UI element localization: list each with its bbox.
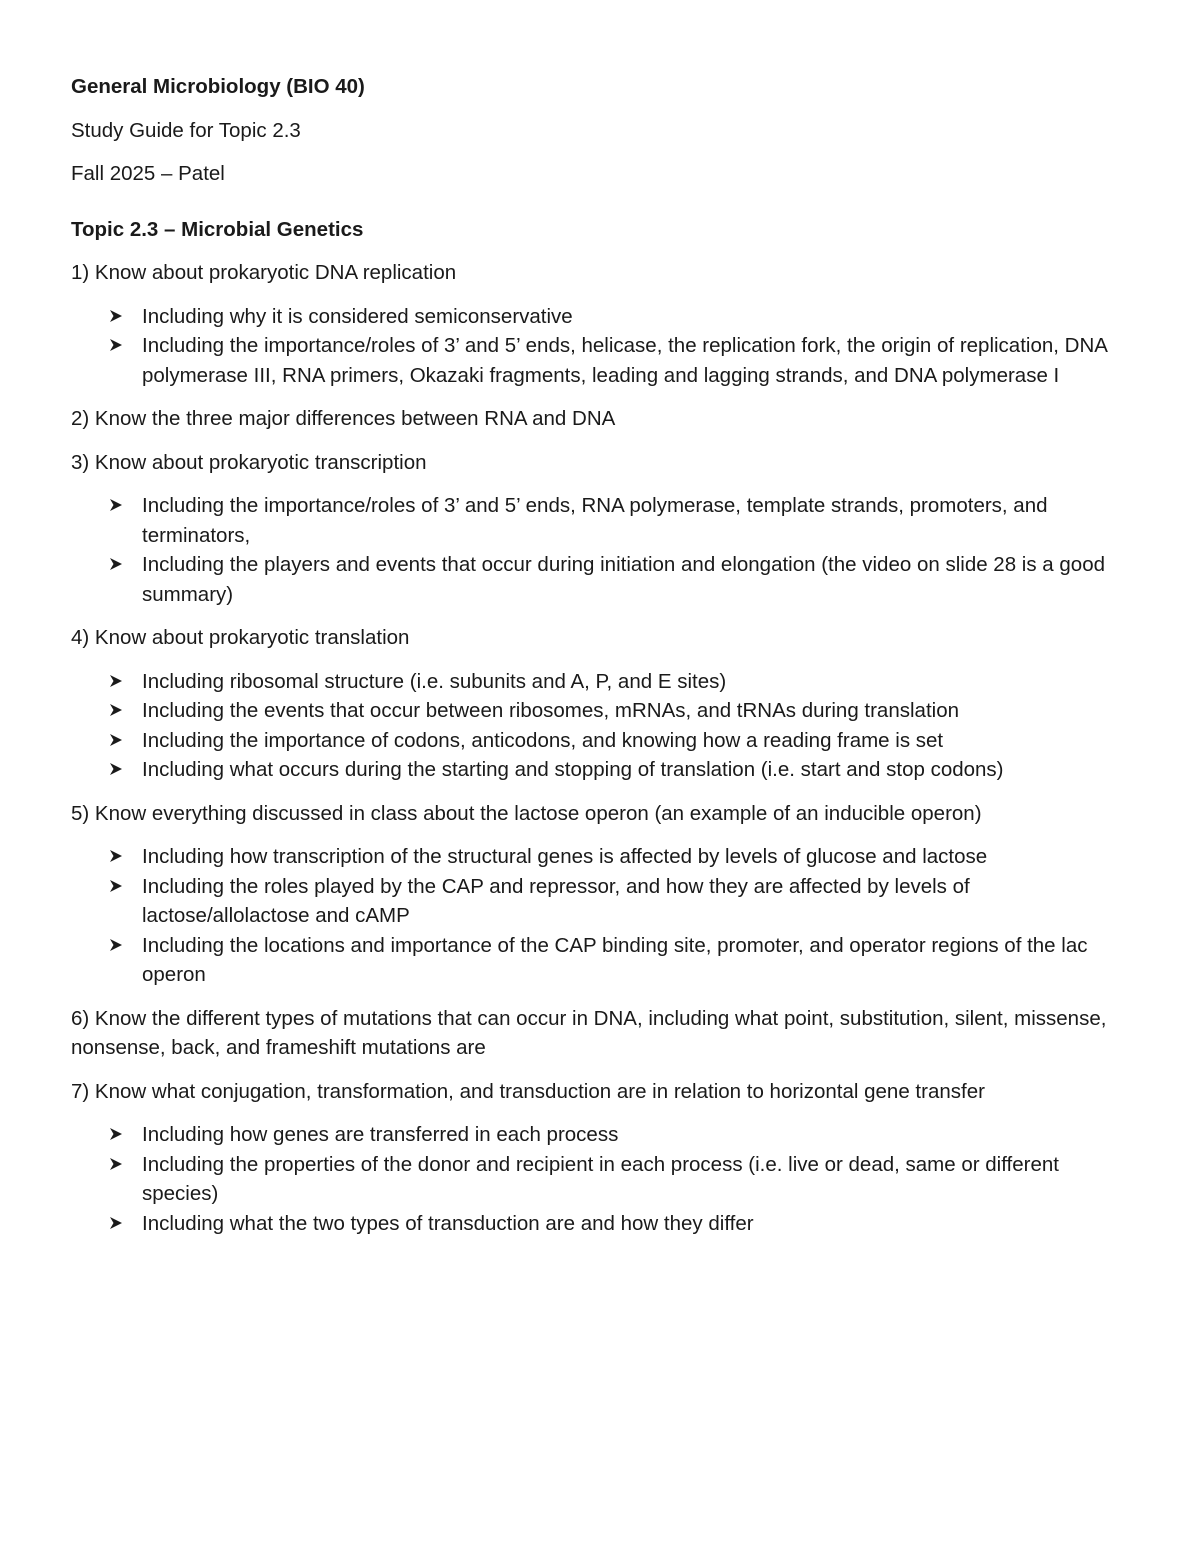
arrowhead-bullet-icon — [109, 550, 129, 580]
bullet-text: Including the importance/roles of 3’ and 5’ ends, helicase, the replication fork, the origin of replication, DNA polymerase III, RNA primers, Okazaki fragments, leading and lagging strands, and DNA polymerase I — [142, 334, 1107, 387]
bullet-item — [71, 491, 1131, 550]
arrowhead-bullet-icon — [109, 1150, 129, 1180]
arrowhead-bullet-icon — [109, 696, 129, 726]
arrowhead-bullet-icon — [109, 931, 129, 961]
study-item-3: 3) Know about prokaryotic transcription — [71, 450, 427, 474]
arrowhead-bullet-icon — [109, 331, 129, 361]
bullet-text: Including the events that occur between ribosomes, mRNAs, and tRNAs during translation — [142, 699, 959, 722]
bullet-text: Including the importance/roles of 3’ and 5’ ends, RNA polymerase, template strands, promoters, and terminators, — [142, 494, 1048, 547]
bullet-text: Including how transcription of the structural genes is affected by levels of glucose and lactose — [142, 845, 988, 868]
bullet-text: Including why it is considered semiconservative — [142, 304, 573, 328]
bullet-item — [71, 696, 1131, 726]
bullet-text: Including the properties of the donor and recipient in each process (i.e. live or dead, same or different species) — [142, 1152, 1059, 1205]
study-item-5: 5) Know everything discussed in class about the lactose operon (an example of an inducible operon) — [71, 801, 982, 825]
arrowhead-bullet-icon — [109, 842, 129, 872]
bullet-item — [71, 872, 1131, 931]
bullet-list — [71, 842, 1131, 990]
course-title: General Microbiology (BIO 40) — [71, 75, 365, 98]
bullet-text: Including the roles played by the CAP and repressor, and how they are affected by levels of lactose/allolactose and cAMP — [142, 874, 970, 927]
study-item-4: 4) Know about prokaryotic translation — [71, 626, 410, 649]
bullet-item — [71, 550, 1131, 609]
bullet-list — [71, 1120, 1131, 1238]
bullet-item — [71, 1209, 1131, 1239]
bullet-text: Including the importance of codons, anticodons, and knowing how a reading frame is set — [142, 728, 944, 752]
guide-subtitle: Study Guide for Topic 2.3 — [71, 118, 301, 142]
bullet-item — [71, 726, 1131, 756]
bullet-item — [71, 842, 1131, 872]
study-item-2: 2) Know the three major differences between RNA and DNA — [71, 407, 616, 430]
bullet-item — [71, 667, 1131, 697]
bullet-text: Including ribosomal structure (i.e. subunits and A, P, and E sites) — [142, 669, 727, 693]
bullet-item — [71, 1120, 1131, 1150]
bullet-list — [71, 667, 1131, 785]
bullet-item — [71, 755, 1131, 785]
bullet-text: Including how genes are transferred in each process — [142, 1123, 619, 1146]
arrowhead-bullet-icon — [109, 755, 129, 785]
bullet-item — [71, 1150, 1131, 1209]
bullet-text: Including the players and events that occur during initiation and elongation (the video on slide 28 is a good summary) — [142, 553, 1106, 606]
arrowhead-bullet-icon — [109, 1120, 129, 1150]
study-item-1: 1) Know about prokaryotic DNA replication — [71, 261, 457, 284]
arrowhead-bullet-icon — [109, 667, 129, 697]
study-items — [71, 258, 1131, 1238]
bullet-item — [71, 931, 1131, 990]
bullet-text: Including what the two types of transduction are and how they differ — [142, 1211, 754, 1235]
document-page — [71, 72, 1131, 1238]
arrowhead-bullet-icon — [109, 1209, 129, 1239]
arrowhead-bullet-icon — [109, 302, 129, 332]
study-item-7: 7) Know what conjugation, transformation, and transduction are in relation to horizontal gene transfer — [71, 1079, 985, 1103]
arrowhead-bullet-icon — [109, 491, 129, 521]
bullet-text: Including what occurs during the starting and stopping of translation (i.e. start and stop codons) — [142, 758, 1004, 781]
topic-heading: Topic 2.3 – Microbial Genetics — [71, 217, 364, 241]
bullet-text: Including the locations and importance of the CAP binding site, promoter, and operator regions of the lac operon — [142, 933, 1088, 986]
arrowhead-bullet-icon — [109, 872, 129, 902]
term-instructor: Fall 2025 – Patel — [71, 162, 225, 185]
study-item-6: 6) Know the different types of mutations that can occur in DNA, including what point, substitution, silent, missense, nonsense, back, and frameshift mutations are — [71, 1006, 1107, 1059]
arrowhead-bullet-icon — [109, 726, 129, 756]
bullet-list — [71, 302, 1131, 391]
bullet-list — [71, 491, 1131, 609]
bullet-item — [71, 331, 1131, 390]
bullet-item — [71, 302, 1131, 332]
